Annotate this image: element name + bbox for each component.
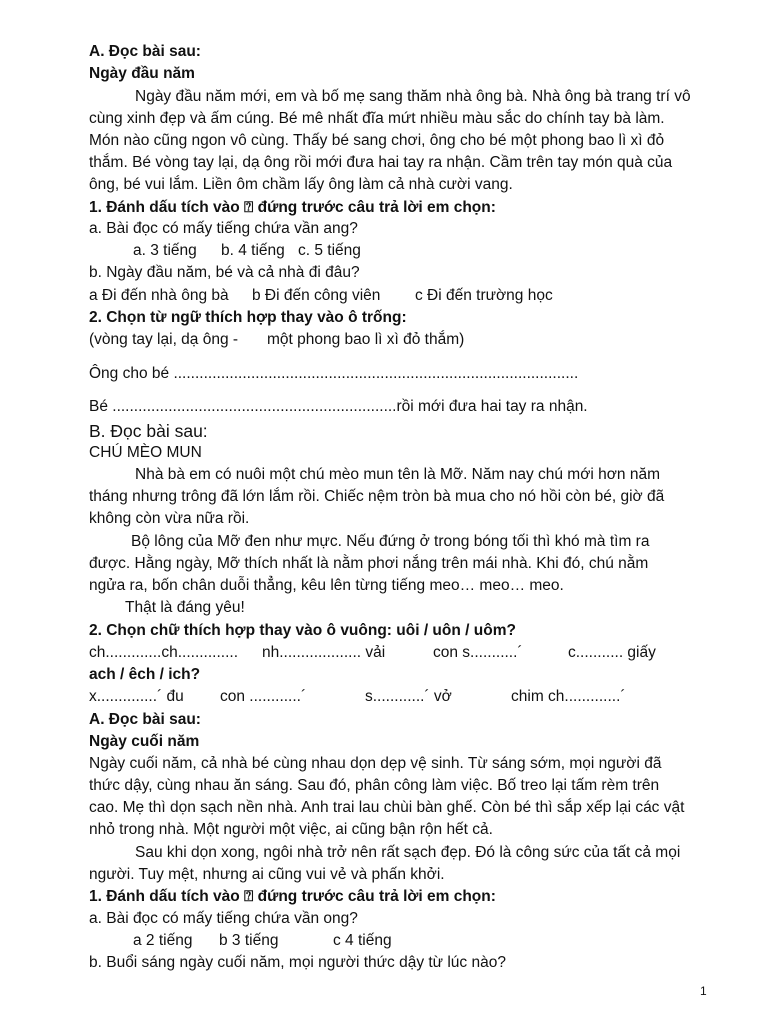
passage-line: Ngày đầu năm mới, em và bố mẹ sang thăm nhà ông bà. Nhà ông bà trang trí vô — [135, 88, 691, 105]
passage-line: cao. Mẹ thì dọn sạch nền nhà. Anh trai lau chùi bàn ghế. Còn bé thì sắp xếp lại các vật — [89, 799, 685, 816]
answer-option: c Đi đến trường học — [415, 287, 553, 304]
fill-line: Ông cho bé .............................................................................................. — [89, 365, 579, 382]
fill-item: con ............´ — [220, 688, 307, 705]
fill-line: Bé ..................................................................rồi mới đưa hai tay ra nhận. — [89, 398, 588, 415]
fill-item: chim ch.............´ — [511, 688, 626, 705]
word-bank: một phong bao lì xì đỏ thắm) — [267, 331, 465, 348]
question-text: a. Bài đọc có mấy tiếng chứa vần ong? — [89, 910, 358, 927]
passage-line: không còn vừa nữa rồi. — [89, 510, 250, 527]
passage-line: ông, bé vui lắm. Liền ôm chầm lấy ông làm cả nhà cười vang. — [89, 176, 513, 193]
passage-title: Ngày cuối năm — [89, 733, 200, 750]
word-bank: (vòng tay lại, dạ ông - — [89, 331, 239, 348]
passage-line: cùng xinh đẹp và ấm cúng. Bé mê nhất đĩa mứt nhiều màu sắc do chính tay bà làm. — [89, 110, 665, 127]
passage-line: tháng nhưng trông đã lớn lắm rồi. Chiếc nệm tròn bà mua cho nó hồi còn bé, giờ đã — [89, 488, 665, 505]
passage-line: Bộ lông của Mỡ đen như mực. Nếu đứng ở trong bóng tối thì khó mà tìm ra — [131, 533, 650, 550]
answer-option: c 4 tiếng — [333, 932, 392, 949]
passage-line: ngửa ra, bốn chân duỗi thẳng, kêu lên từng tiếng meo… meo… meo. — [89, 577, 564, 594]
passage-line: Nhà bà em có nuôi một chú mèo mun tên là Mỡ. Năm nay chú mới hơn năm — [135, 466, 661, 483]
answer-option: b 3 tiếng — [219, 932, 279, 949]
question-title: ach / êch / ich? — [89, 666, 201, 683]
question-text: b. Buổi sáng ngày cuối năm, mọi người thức dậy từ lúc nào? — [89, 954, 506, 971]
passage-title: CHÚ MÈO MUN — [89, 444, 202, 461]
fill-item: x..............´ đu — [89, 688, 184, 705]
section-heading: A. Đọc bài sau: — [89, 43, 201, 60]
section-heading: B. Đọc bài sau: — [89, 421, 208, 441]
passage-line: Sau khi dọn xong, ngôi nhà trở nên rất sạch đẹp. Đó là công sức của tất cả mọi — [135, 844, 681, 861]
fill-item: s............´ vở — [365, 688, 452, 705]
page-number: 1 — [700, 984, 707, 998]
fill-item: c........... giấy — [568, 644, 656, 661]
question-title: 1. Đánh dấu tích vào ⍰ đứng trước câu trả lời em chọn: — [89, 199, 496, 216]
question-text: a. Bài đọc có mấy tiếng chứa vần ang? — [89, 220, 358, 237]
answer-option: a 2 tiếng — [133, 932, 193, 949]
answer-option: c. 5 tiếng — [298, 242, 361, 259]
answer-option: a Đi đến nhà ông bà — [89, 287, 229, 304]
passage-line: người. Tuy mệt, nhưng ai cũng vui vẻ và phấn khởi. — [89, 866, 445, 883]
question-title: 1. Đánh dấu tích vào ⍰ đứng trước câu trả lời em chọn: — [89, 888, 496, 905]
question-text: b. Ngày đầu năm, bé và cả nhà đi đâu? — [89, 264, 360, 281]
answer-option: b Đi đến công viên — [252, 287, 381, 304]
fill-item: ch.............ch.............. — [89, 644, 239, 661]
passage-line: Món nào cũng ngon vô cùng. Thấy bé sang chơi, ông cho bé một phong bao lì xì đỏ — [89, 132, 665, 149]
passage-line: thức dậy, cùng nhau ăn sáng. Sau đó, phân công làm việc. Bố treo lại tấm rèm trên — [89, 777, 660, 794]
question-title: 2. Chọn chữ thích hợp thay vào ô vuông: uôi / uôn / uôm? — [89, 622, 516, 639]
answer-option: b. 4 tiếng — [221, 242, 285, 259]
question-title: 2. Chọn từ ngữ thích hợp thay vào ô trống: — [89, 309, 407, 326]
passage-line: nhỏ trong nhà. Một người một việc, ai cũng bận rộn hết cả. — [89, 821, 493, 838]
answer-option: a. 3 tiếng — [133, 242, 197, 259]
passage-line: thắm. Bé vòng tay lại, dạ ông rồi mới đưa hai tay ra nhận. Cầm trên tay món quà của — [89, 154, 673, 171]
fill-item: nh................... vải — [262, 644, 386, 661]
passage-title: Ngày đầu năm — [89, 65, 195, 82]
passage-line: Thật là đáng yêu! — [125, 599, 245, 616]
passage-line: Ngày cuối năm, cả nhà bé cùng nhau dọn dẹp vệ sinh. Từ sáng sớm, mọi người đã — [89, 755, 662, 772]
passage-line: được. Hằng ngày, Mỡ thích nhất là nằm phơi nắng trên mái nhà. Khi đó, chú nằm — [89, 555, 649, 572]
fill-item: con s...........´ — [433, 644, 523, 661]
section-heading: A. Đọc bài sau: — [89, 711, 201, 728]
